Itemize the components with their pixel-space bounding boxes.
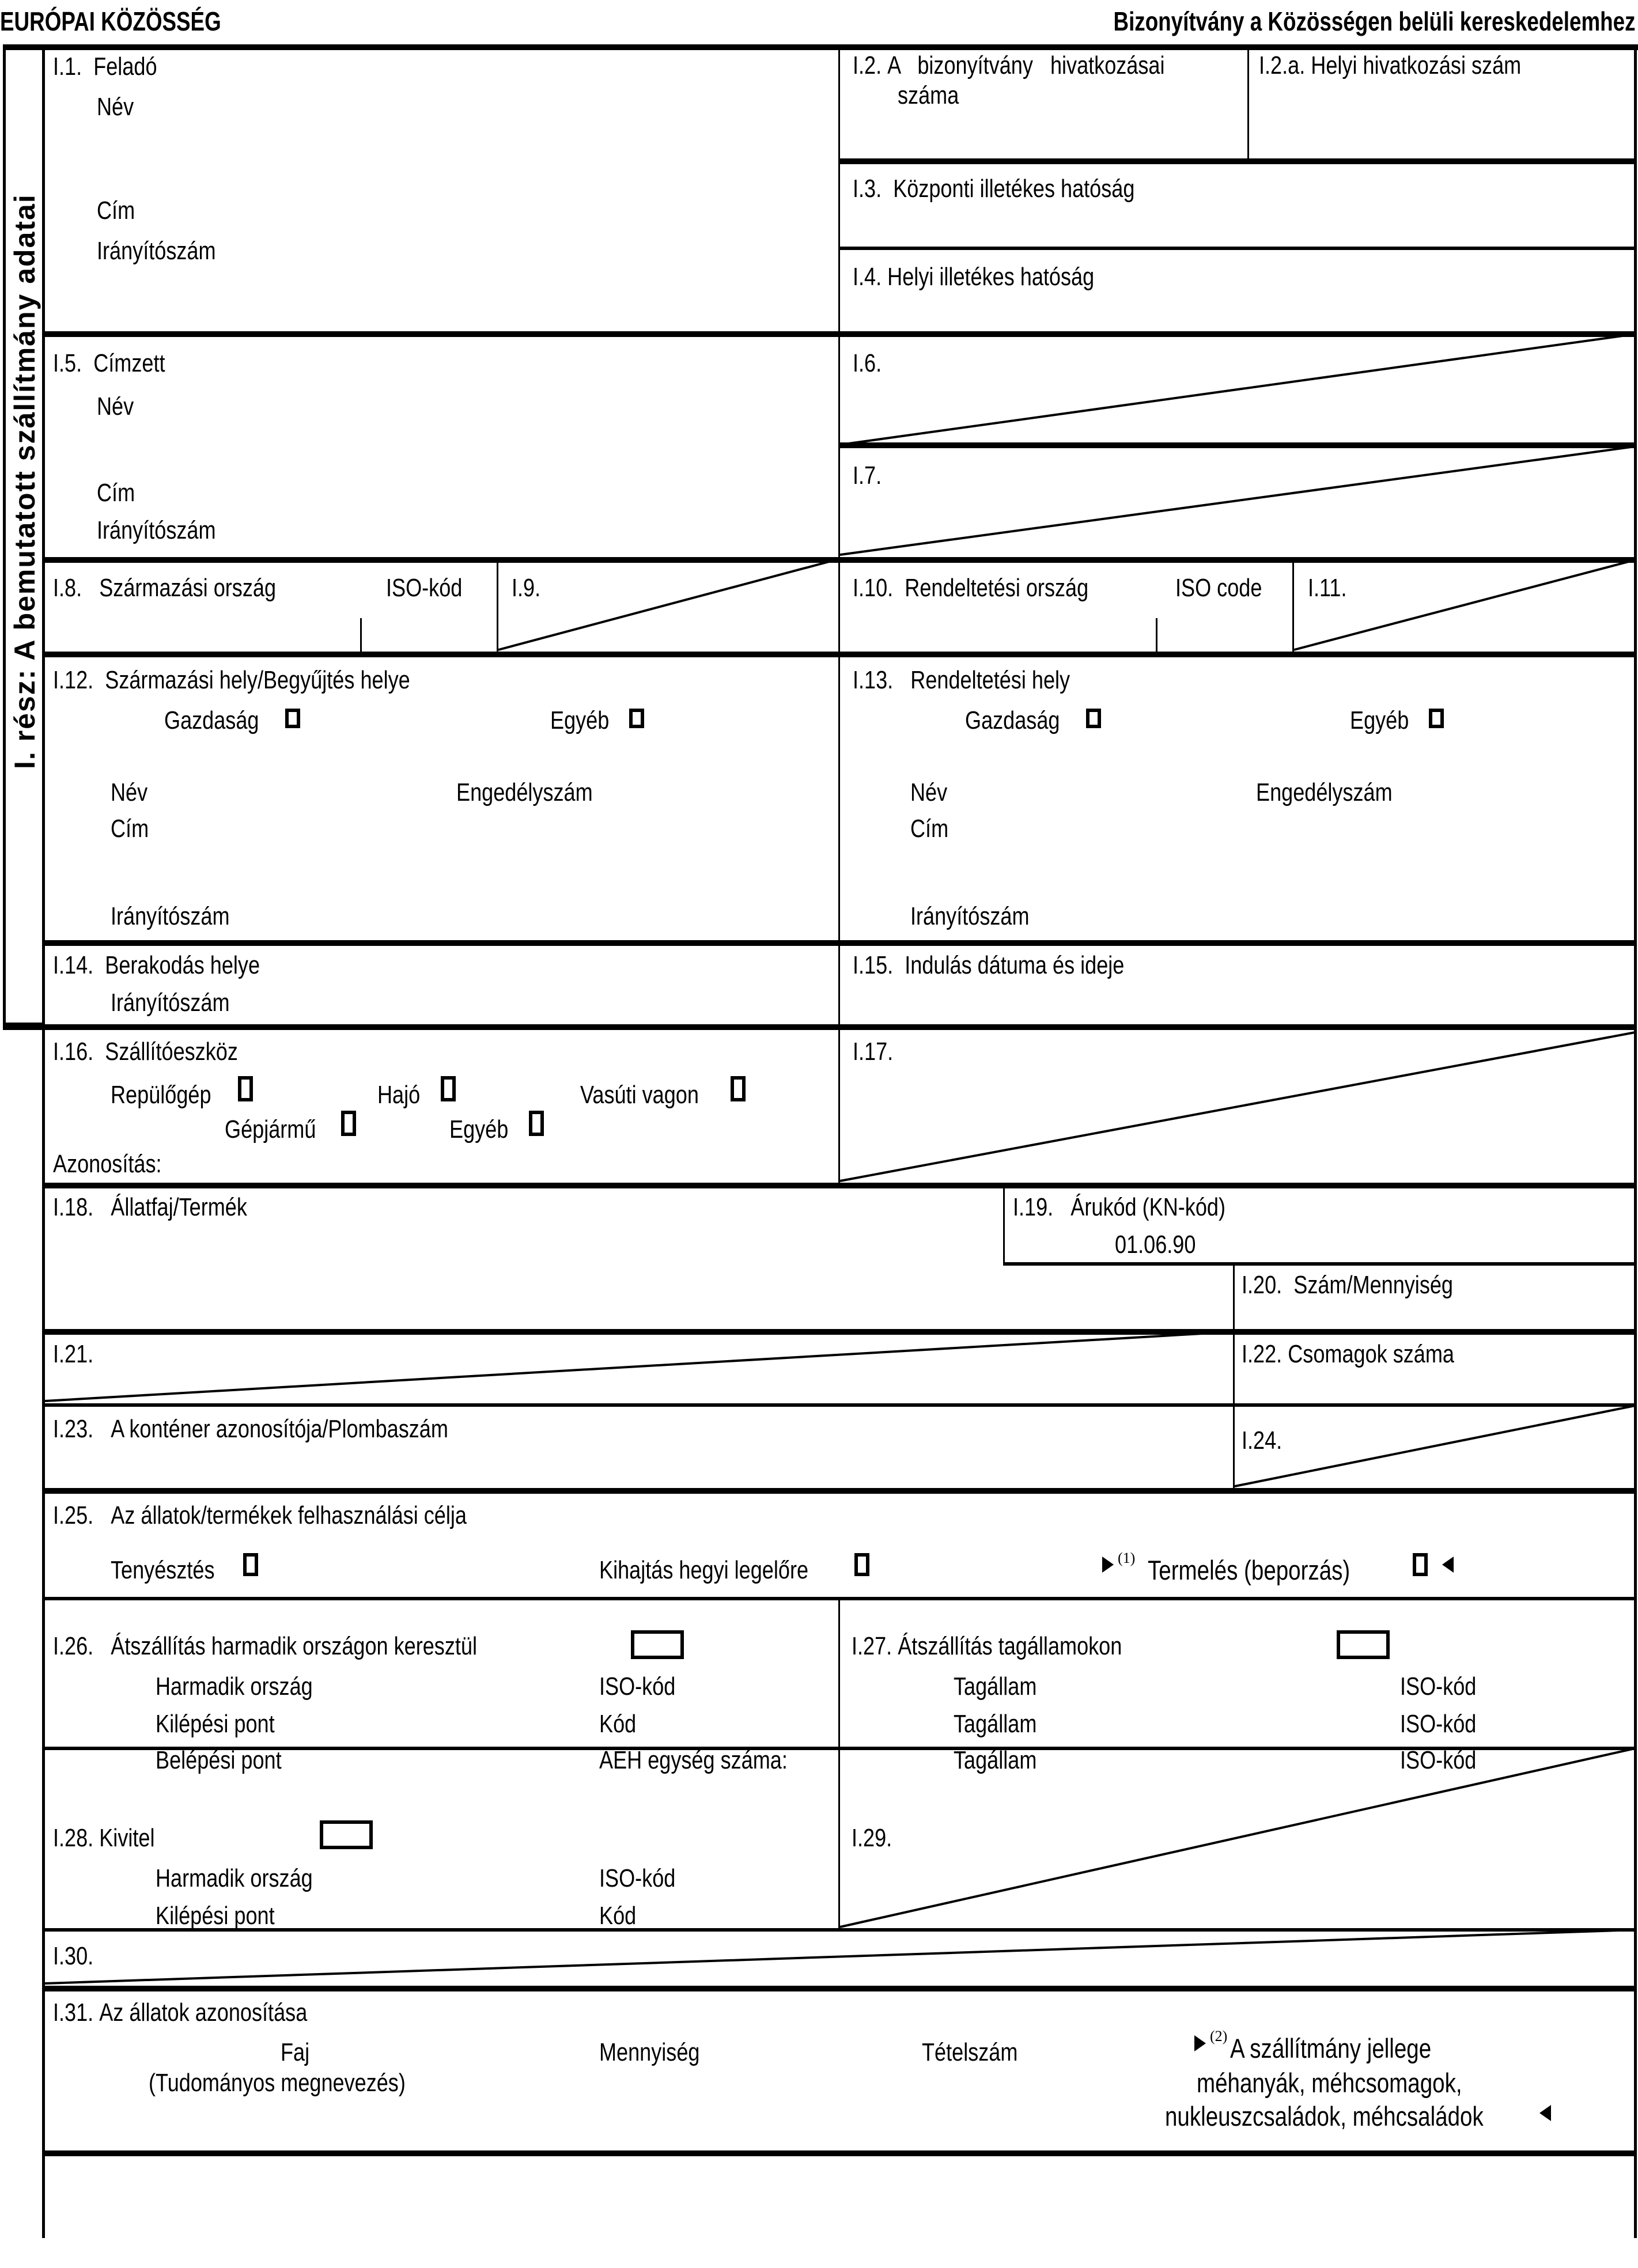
consignment-nature-line2: méhanyák, méhcsomagok,: [1197, 2068, 1462, 2098]
field-i28-label: I.28. Kivitel: [53, 1824, 155, 1852]
field-i1-postcode[interactable]: Irányítószám: [97, 237, 216, 265]
footnote-1: (1): [1118, 1550, 1136, 1566]
field-i28-third-country[interactable]: Harmadik ország: [156, 1864, 313, 1892]
checkbox-i12-other[interactable]: [629, 709, 644, 728]
field-i12-postcode[interactable]: Irányítószám: [111, 902, 230, 930]
divider: [838, 1599, 840, 1930]
field-i22-label: I.22. Csomagok száma: [1242, 1340, 1454, 1368]
divider: [1003, 1184, 1005, 1264]
rule: [42, 1403, 1636, 1407]
rule: [42, 2150, 1636, 2156]
option-i13-farm: Gazdaság: [965, 706, 1060, 734]
rule: [838, 442, 1636, 448]
field-i13-address[interactable]: Cím: [910, 815, 949, 843]
field-i5-name[interactable]: Név: [97, 392, 134, 421]
field-i2-label-line2: száma: [898, 81, 959, 109]
consignment-nature-line3: nukleuszcsaládok, méhcsaládok: [1165, 2101, 1484, 2131]
field-i27-iso-2[interactable]: ISO-kód: [1400, 1710, 1477, 1738]
field-i6-label: I.6.: [853, 349, 882, 377]
checkbox-i13-other[interactable]: [1429, 709, 1444, 728]
field-i25-label: I.25. Az állatok/termékek felhasználási célja: [53, 1501, 467, 1529]
field-i12-approval[interactable]: Engedélyszám: [456, 778, 593, 807]
divider: [1233, 1264, 1235, 1490]
field-i1-name[interactable]: Név: [97, 93, 134, 121]
checkbox-i28-export[interactable]: [320, 1820, 373, 1849]
field-i13-label: I.13. Rendeltetési hely: [853, 666, 1070, 694]
field-i17-label: I.17.: [853, 1038, 894, 1066]
rule: [42, 1986, 1636, 1991]
field-i27-label: I.27. Átszállítás tagállamokon: [852, 1632, 1122, 1660]
checkbox-i25-breeding[interactable]: [243, 1553, 258, 1576]
rule: [42, 1329, 1636, 1335]
checkbox-i25-production[interactable]: [1413, 1553, 1428, 1576]
field-i8-label: I.8. Származási ország: [53, 574, 277, 602]
field-i16-identification[interactable]: Azonosítás:: [53, 1150, 162, 1178]
field-i12-label: I.12. Származási hely/Begyűjtés helye: [53, 666, 410, 694]
field-i27-member-state-2[interactable]: Tagállam: [954, 1710, 1037, 1738]
field-i30-label: I.30.: [53, 1942, 94, 1970]
frame-left: [42, 46, 45, 2238]
iso-tick: [1156, 618, 1157, 653]
field-i5-address[interactable]: Cím: [97, 479, 135, 507]
side-label: I. rész: A bemutatott szállítmány adatai: [9, 194, 41, 769]
field-i27-iso-3[interactable]: ISO-kód: [1400, 1746, 1477, 1774]
field-i23-label: I.23. A konténer azonosítója/Plombaszám: [53, 1415, 448, 1443]
field-i20-label: I.20. Szám/Mennyiség: [1242, 1271, 1454, 1299]
field-i9-label: I.9.: [512, 574, 541, 602]
option-i13-other: Egyéb: [1350, 706, 1409, 734]
option-i16-other: Egyéb: [449, 1115, 509, 1144]
field-i13-approval[interactable]: Engedélyszám: [1256, 778, 1393, 807]
option-i12-other: Egyéb: [550, 706, 610, 734]
field-i5-label: I.5. Címzett: [53, 349, 165, 377]
certificate-title: Bizonyítvány a Közösségen belüli kereskedelemhez: [1113, 6, 1636, 36]
field-i19-label: I.19. Árukód (KN-kód): [1013, 1193, 1225, 1221]
field-i27-iso-1[interactable]: ISO-kód: [1400, 1672, 1477, 1701]
option-i25-grazing: Kihajtás hegyi legelőre: [599, 1556, 809, 1584]
option-i16-road: Gépjármű: [225, 1115, 316, 1144]
field-i2-label: I.2. A bizonyítvány hivatkozásai: [853, 51, 1165, 79]
checkbox-i26-transit[interactable]: [631, 1630, 684, 1659]
amendment-start-icon: [1102, 1557, 1114, 1573]
field-i21-label: I.21.: [53, 1340, 94, 1368]
field-i29-label: I.29.: [852, 1824, 892, 1852]
checkbox-i12-farm[interactable]: [285, 709, 300, 728]
community-title: EURÓPAI KÖZÖSSÉG: [0, 6, 221, 36]
field-i2a-label: I.2.a. Helyi hivatkozási szám: [1259, 51, 1522, 79]
amendment-start-icon: [1194, 2035, 1206, 2051]
field-i28-exit-point[interactable]: Kilépési pont: [156, 1902, 275, 1930]
option-i25-production: Termelés (beporzás): [1148, 1555, 1351, 1585]
field-i26-bip-number[interactable]: ÁEH egység száma:: [599, 1746, 788, 1774]
field-i24-label: I.24.: [1242, 1426, 1283, 1455]
checkbox-i16-rail[interactable]: [731, 1076, 746, 1101]
footnote-2: (2): [1210, 2028, 1228, 2044]
option-i16-plane: Repülőgép: [111, 1081, 211, 1109]
option-i25-breeding: Tenyésztés: [111, 1556, 215, 1584]
field-i26-iso[interactable]: ISO-kód: [599, 1672, 676, 1701]
consignment-nature-title: A szállítmány jellege: [1230, 2033, 1432, 2063]
field-i15-label: I.15. Indulás dátuma és ideje: [853, 951, 1125, 979]
amendment-end-icon: [1539, 2105, 1551, 2121]
field-i1-label: I.1. Feladó: [53, 52, 157, 81]
rule: [838, 247, 1636, 250]
rule: [42, 1488, 1636, 1494]
field-i26-code[interactable]: Kód: [599, 1710, 637, 1738]
field-i7-label: I.7.: [853, 461, 882, 490]
field-i28-code[interactable]: Kód: [599, 1902, 637, 1930]
divider: [1247, 46, 1249, 160]
field-i27-member-state-1[interactable]: Tagállam: [954, 1672, 1037, 1701]
field-i26-third-country[interactable]: Harmadik ország: [156, 1672, 313, 1701]
field-i10-iso[interactable]: ISO code: [1175, 574, 1262, 602]
field-i26-exit-point[interactable]: Kilépési pont: [156, 1710, 275, 1738]
field-i31-label: I.31. Az állatok azonosítása: [53, 1998, 308, 2027]
checkbox-i16-road[interactable]: [341, 1111, 356, 1136]
frame-top: [3, 44, 1638, 50]
field-i13-name[interactable]: Név: [910, 778, 948, 807]
column-lot-number: Tételszám: [922, 2038, 1018, 2066]
divider: [1292, 559, 1294, 653]
checkbox-i16-plane[interactable]: [238, 1076, 253, 1101]
field-i1-address[interactable]: Cím: [97, 196, 135, 225]
field-i18-label: I.18. Állatfaj/Termék: [53, 1193, 247, 1221]
iso-tick: [360, 618, 362, 653]
checkbox-i16-ship[interactable]: [441, 1076, 456, 1101]
option-i16-ship: Hajó: [377, 1081, 421, 1109]
field-i12-address[interactable]: Cím: [111, 815, 149, 843]
field-i5-postcode[interactable]: Irányítószám: [97, 516, 216, 544]
option-i12-farm: Gazdaság: [164, 706, 259, 734]
field-i14-label: I.14. Berakodás helye: [53, 951, 260, 979]
field-i19-value[interactable]: 01.06.90: [1115, 1230, 1196, 1259]
divider: [497, 559, 498, 653]
frame-right: [1634, 46, 1637, 2238]
field-i26-label: I.26. Átszállítás harmadik országon keresztül: [53, 1632, 477, 1660]
field-i11-label: I.11.: [1308, 574, 1347, 602]
field-i3-label: I.3. Központi illetékes hatóság: [853, 175, 1135, 203]
column-species-sub: (Tudományos megnevezés): [149, 2069, 406, 2097]
column-species: Faj: [281, 2038, 310, 2066]
field-i16-label: I.16. Szállítóeszköz: [53, 1038, 238, 1066]
checkbox-i13-farm[interactable]: [1086, 709, 1101, 728]
field-i4-label: I.4. Helyi illetékes hatóság: [853, 263, 1095, 291]
column-quantity: Mennyiség: [599, 2038, 700, 2066]
field-i27-member-state-3[interactable]: Tagállam: [954, 1746, 1037, 1774]
rule: [1003, 1262, 1636, 1266]
checkbox-i16-other[interactable]: [529, 1111, 544, 1136]
checkbox-i25-grazing[interactable]: [854, 1553, 869, 1576]
field-i26-entry-point[interactable]: Belépési pont: [156, 1746, 282, 1774]
amendment-end-icon: [1442, 1557, 1454, 1573]
checkbox-i27-transit[interactable]: [1337, 1630, 1390, 1659]
field-i8-iso[interactable]: ISO-kód: [386, 574, 463, 602]
field-i12-name[interactable]: Név: [111, 778, 148, 807]
option-i16-rail: Vasúti vagon: [580, 1081, 699, 1109]
field-i14-postcode[interactable]: Irányítószám: [111, 989, 230, 1017]
rule: [3, 1024, 1636, 1030]
field-i13-postcode[interactable]: Irányítószám: [910, 902, 1030, 930]
field-i10-label: I.10. Rendeltetési ország: [853, 574, 1089, 602]
field-i28-iso[interactable]: ISO-kód: [599, 1864, 676, 1892]
rule: [838, 158, 1636, 164]
divider: [838, 940, 840, 1184]
divider: [838, 46, 840, 940]
